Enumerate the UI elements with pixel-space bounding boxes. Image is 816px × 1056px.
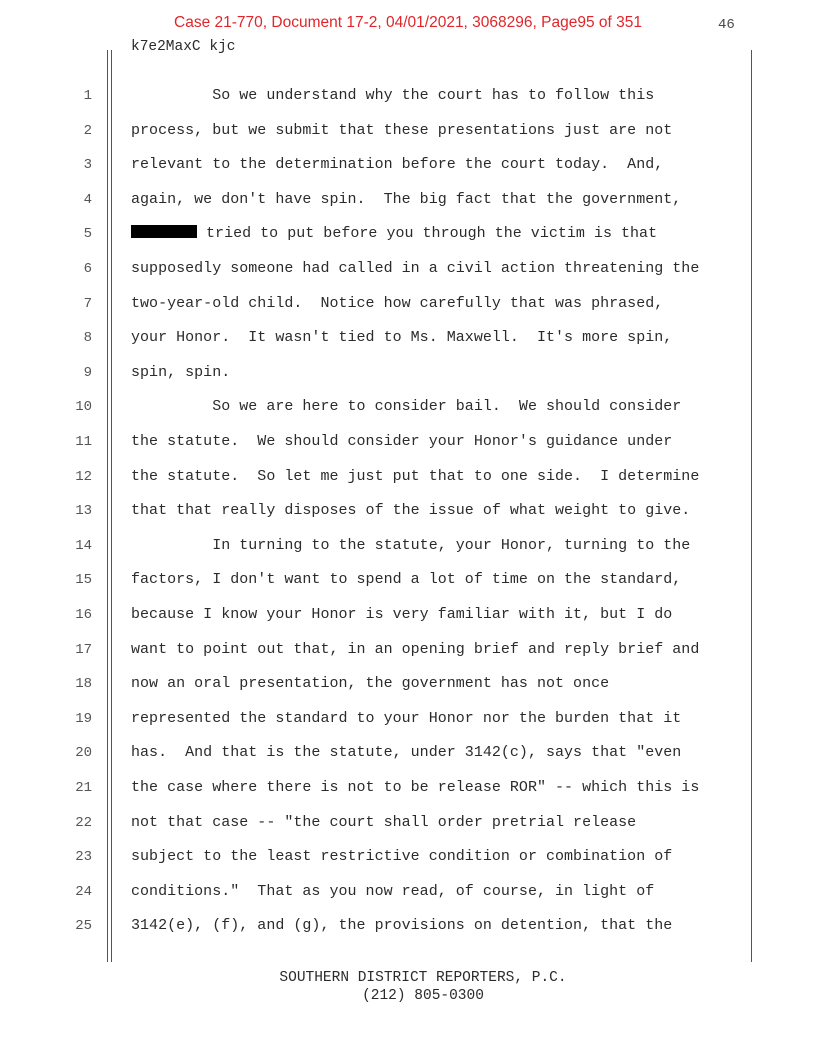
transcript-line <box>131 641 699 658</box>
transcript-line-text: In turning to the statute, your Honor, turning to the <box>131 536 691 554</box>
page-number: 46 <box>718 17 735 33</box>
transcript-line-text: two-year-old child. Notice how carefully that was phrased, <box>131 294 664 312</box>
line-number: 14 <box>75 537 92 554</box>
transcript-line <box>131 225 657 242</box>
line-number: 7 <box>83 295 92 312</box>
transcript-line <box>131 848 672 865</box>
line-number: 3 <box>83 157 92 174</box>
line-number: 15 <box>75 572 92 589</box>
transcript-line <box>131 675 609 692</box>
line-number: 18 <box>75 676 92 693</box>
footer-phone: (212) 805-0300 <box>362 988 484 1004</box>
line-number: 5 <box>83 226 92 243</box>
transcript-line-text: the statute. We should consider your Honor's guidance under <box>131 433 673 450</box>
line-number: 12 <box>75 468 92 485</box>
transcript-line <box>131 295 663 312</box>
transcript-line-text: that that really disposes of the issue of what weight to give. <box>131 502 691 520</box>
transcript-line-text: relevant to the determination before the court today. And, <box>131 156 664 174</box>
transcript-line <box>131 433 672 450</box>
transcript-line-text: because I know your Honor is very familiar with it, but I do <box>131 606 673 623</box>
line-number: 23 <box>75 849 92 866</box>
line-number: 11 <box>75 434 92 450</box>
line-number: 17 <box>75 641 92 658</box>
transcript-line <box>131 779 699 796</box>
transcript-line-text: conditions." That as you now read, of course, in light of <box>131 882 655 900</box>
line-number: 25 <box>75 918 92 935</box>
transcript-line <box>131 814 636 831</box>
transcript-line <box>131 260 699 277</box>
line-number: 13 <box>75 503 92 520</box>
transcript-line-text: your Honor. It wasn't tied to Ms. Maxwell. It's more spin, <box>131 329 673 347</box>
line-number: 20 <box>75 745 92 762</box>
line-number: 2 <box>83 122 92 139</box>
transcript-line <box>131 329 672 346</box>
transcript-line <box>131 883 654 900</box>
transcript-line-text: now an oral presentation, the government has not once <box>131 675 610 693</box>
transcript-line-text: not that case -- "the court shall order pretrial release <box>131 813 637 831</box>
transcript-line-text: subject to the least restrictive condition or combination of <box>131 848 673 866</box>
transcript-line <box>131 87 654 104</box>
line-number: 16 <box>75 607 92 623</box>
line-number: 24 <box>75 883 92 900</box>
transcript-line-text: has. And that is the statute, under 3142(c), says that "even <box>131 744 682 762</box>
transcript-line <box>131 398 681 415</box>
line-number: 6 <box>83 261 92 277</box>
transcript-line-text: So we understand why the court has to follow this <box>131 87 655 104</box>
transcript-line-text: process, but we submit that these presentations just are not <box>131 121 673 139</box>
line-number: 10 <box>75 399 92 416</box>
redaction-block <box>131 225 197 238</box>
line-number: 19 <box>75 710 92 727</box>
transcript-line <box>131 122 672 139</box>
transcript-line-text: tried to put before you through the victim is that <box>197 225 658 243</box>
transcript-line <box>131 502 690 519</box>
transcript-line <box>131 917 672 934</box>
transcript-line <box>131 710 681 727</box>
line-number: 1 <box>83 88 92 104</box>
transcript-line <box>131 191 681 208</box>
transcript-line-text: represented the standard to your Honor nor the burden that it <box>131 709 682 727</box>
transcript-line-text: the case where there is not to be release ROR" -- which this is <box>131 779 700 796</box>
line-number: 22 <box>75 814 92 831</box>
transcript-line <box>131 744 681 761</box>
line-number: 4 <box>83 191 92 208</box>
line-number: 8 <box>83 330 92 347</box>
transcript-line-text: 3142(e), (f), and (g), the provisions on detention, that the <box>131 917 673 935</box>
transcript-code: k7e2MaxC kjc <box>131 39 236 55</box>
left-margin-rule-outer <box>107 50 108 962</box>
transcript-line-text: So we are here to consider bail. We should consider <box>131 398 682 416</box>
transcript-line-text: spin, spin. <box>131 363 231 381</box>
line-number: 9 <box>83 364 92 381</box>
transcript-line <box>131 606 672 623</box>
transcript-line-text: supposedly someone had called in a civil action threatening the <box>131 260 700 277</box>
transcript-line <box>131 537 690 554</box>
case-stamp: Case 21-770, Document 17-2, 04/01/2021, 3068296, Page95 of 351 <box>174 14 642 31</box>
transcript-line <box>131 364 230 381</box>
transcript-line <box>131 468 699 485</box>
line-number: 21 <box>75 780 92 796</box>
footer <box>0 969 816 1005</box>
transcript-line <box>131 571 681 588</box>
left-margin-rule-inner <box>111 50 112 962</box>
right-margin-rule <box>751 50 752 962</box>
transcript-line-text: want to point out that, in an opening brief and reply brief and <box>131 640 700 658</box>
footer-reporter: SOUTHERN DISTRICT REPORTERS, P.C. <box>279 970 567 986</box>
transcript-line-text: again, we don't have spin. The big fact that the government, <box>131 190 682 208</box>
transcript-line-text: the statute. So let me just put that to one side. I determine <box>131 467 700 485</box>
transcript-line <box>131 156 663 173</box>
transcript-line-text: factors, I don't want to spend a lot of time on the standard, <box>131 571 682 589</box>
